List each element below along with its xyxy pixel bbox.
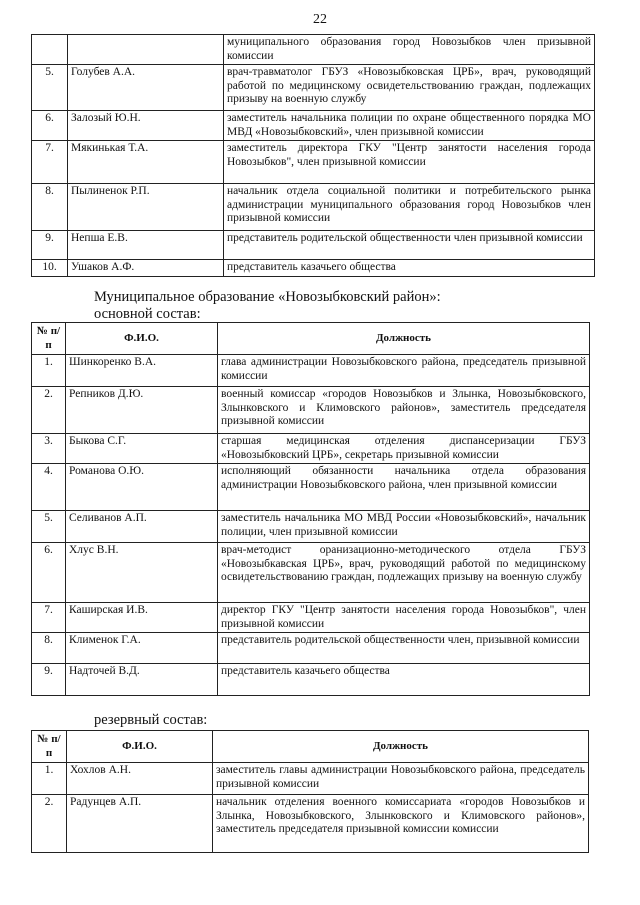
row-name: Залозый Ю.Н. bbox=[68, 111, 224, 141]
table-row bbox=[32, 141, 595, 184]
table-row bbox=[32, 543, 590, 603]
row-number: 5. bbox=[32, 65, 68, 111]
row-name bbox=[68, 35, 224, 65]
row-position: директор ГКУ "Центр занятости населения города Новозыбков", член призывной комиссии bbox=[218, 603, 590, 633]
table-row bbox=[32, 260, 595, 277]
column-header-name: Ф.И.О. bbox=[67, 731, 213, 763]
row-name: Репников Д.Ю. bbox=[66, 387, 218, 434]
row-number: 2. bbox=[32, 795, 67, 853]
row-name: Селиванов А.П. bbox=[66, 511, 218, 543]
row-position: глава администрации Новозыбковского района, председатель призывной комиссии bbox=[218, 355, 590, 387]
row-name: Романова О.Ю. bbox=[66, 464, 218, 511]
page-number: 22 bbox=[313, 12, 327, 27]
row-number: 4. bbox=[32, 464, 66, 511]
row-name: Хлус В.Н. bbox=[66, 543, 218, 603]
row-position: начальник отделения военного комиссариата «городов Новозыбков и Злынка, Новозыбковского, Злынковского и Климовского районов», заместитель председателя призывной комиссии комиссии bbox=[213, 795, 589, 853]
table-row bbox=[32, 65, 595, 111]
row-position: заместитель начальника полиции по охране общественного порядка МО МВД «Новозыбковский», член призывной комиссии bbox=[224, 111, 595, 141]
section-subheading: резервный состав: bbox=[94, 712, 208, 728]
column-header-number: № п/п bbox=[32, 323, 66, 355]
table-row bbox=[32, 35, 595, 65]
row-position: представитель родительской общественности член, призывной комиссии bbox=[218, 633, 590, 664]
table-row bbox=[32, 633, 590, 664]
row-position: заместитель начальника МО МВД России «Новозыбковский», начальник полиции, член призывной комиссии bbox=[218, 511, 590, 543]
row-number: 6. bbox=[32, 111, 68, 141]
table-row bbox=[32, 184, 595, 231]
column-header-name: Ф.И.О. bbox=[66, 323, 218, 355]
row-number: 6. bbox=[32, 543, 66, 603]
table-reserve-composition bbox=[31, 730, 589, 853]
row-position: представитель казачьего общества bbox=[224, 260, 595, 277]
row-name: Быкова С.Г. bbox=[66, 434, 218, 464]
table-row bbox=[32, 511, 590, 543]
row-number: 8. bbox=[32, 633, 66, 664]
row-number: 1. bbox=[32, 355, 66, 387]
row-number: 3. bbox=[32, 434, 66, 464]
row-position: военный комиссар «городов Новозыбков и Злынка, Новозыбковского, Злынковского и Климовского районов», заместитель председателя призывной комиссии bbox=[218, 387, 590, 434]
row-position: врач-методист оранизационно-методического отдела ГБУЗ «Новозыбкавская ЦРБ», врач, руководящий работой по медицинскому освидетельствованию граждан, подлежащих призыву на военную службу bbox=[218, 543, 590, 603]
row-position: врач-травматолог ГБУЗ «Новозыбковская ЦРБ», врач, руководящий работой по медицинскому освидетельствованию граждан, подлежащих призыву на военную службу bbox=[224, 65, 595, 111]
row-name: Непша Е.В. bbox=[68, 231, 224, 260]
table-row bbox=[32, 434, 590, 464]
row-number: 9. bbox=[32, 664, 66, 696]
column-header-number: № п/п bbox=[32, 731, 67, 763]
table-row bbox=[32, 664, 590, 696]
row-position: представитель родительской общественности член призывной комиссии bbox=[224, 231, 595, 260]
row-number: 8. bbox=[32, 184, 68, 231]
row-number bbox=[32, 35, 68, 65]
row-position: старшая медицинская отделения диспансеризации ГБУЗ «Новозыбковский ЦРБ», секретарь призывной комиссии bbox=[218, 434, 590, 464]
table-row bbox=[32, 795, 589, 853]
table-header-row bbox=[32, 323, 590, 355]
table-row bbox=[32, 111, 595, 141]
row-position: заместитель директора ГКУ "Центр занятости населения города Новозыбков", член призывной комиссии bbox=[224, 141, 595, 184]
row-number: 1. bbox=[32, 763, 67, 795]
table-row bbox=[32, 763, 589, 795]
row-position: исполняющий обязанности начальника отдела образования администрации Новозыбковского района, член призывной комиссии bbox=[218, 464, 590, 511]
row-name: Клименок Г.А. bbox=[66, 633, 218, 664]
row-position: начальник отдела социальной политики и потребительского рынка администрации муниципального образования город Новозыбков член призывной комиссии bbox=[224, 184, 595, 231]
row-name: Пылиненок Р.П. bbox=[68, 184, 224, 231]
row-name: Надточей В.Д. bbox=[66, 664, 218, 696]
table-row bbox=[32, 387, 590, 434]
row-name: Голубев А.А. bbox=[68, 65, 224, 111]
row-number: 5. bbox=[32, 511, 66, 543]
row-name: Хохлов А.Н. bbox=[67, 763, 213, 795]
row-number: 7. bbox=[32, 603, 66, 633]
column-header-position: Должность bbox=[218, 323, 590, 355]
row-number: 7. bbox=[32, 141, 68, 184]
row-number: 9. bbox=[32, 231, 68, 260]
row-name: Мякинькая Т.А. bbox=[68, 141, 224, 184]
row-name: Каширская И.В. bbox=[66, 603, 218, 633]
table-row bbox=[32, 231, 595, 260]
table-continuation bbox=[31, 34, 595, 277]
row-number: 2. bbox=[32, 387, 66, 434]
column-header-position: Должность bbox=[213, 731, 589, 763]
table-row bbox=[32, 603, 590, 633]
table-header-row bbox=[32, 731, 589, 763]
table-row bbox=[32, 464, 590, 511]
row-name: Ушаков А.Ф. bbox=[68, 260, 224, 277]
row-number: 10. bbox=[32, 260, 68, 277]
row-position: представитель казачьего общества bbox=[218, 664, 590, 696]
table-row bbox=[32, 355, 590, 387]
row-name: Шинкоренко В.А. bbox=[66, 355, 218, 387]
row-position: муниципального образования город Новозыбков член призывной комиссии bbox=[224, 35, 595, 65]
section-heading: Муниципальное образование «Новозыбковский район»: bbox=[94, 289, 441, 305]
row-position: заместитель главы администрации Новозыбковского района, председатель призывной комиссии bbox=[213, 763, 589, 795]
section-subheading: основной состав: bbox=[94, 306, 201, 322]
row-name: Радунцев А.П. bbox=[67, 795, 213, 853]
table-main-composition bbox=[31, 322, 590, 696]
